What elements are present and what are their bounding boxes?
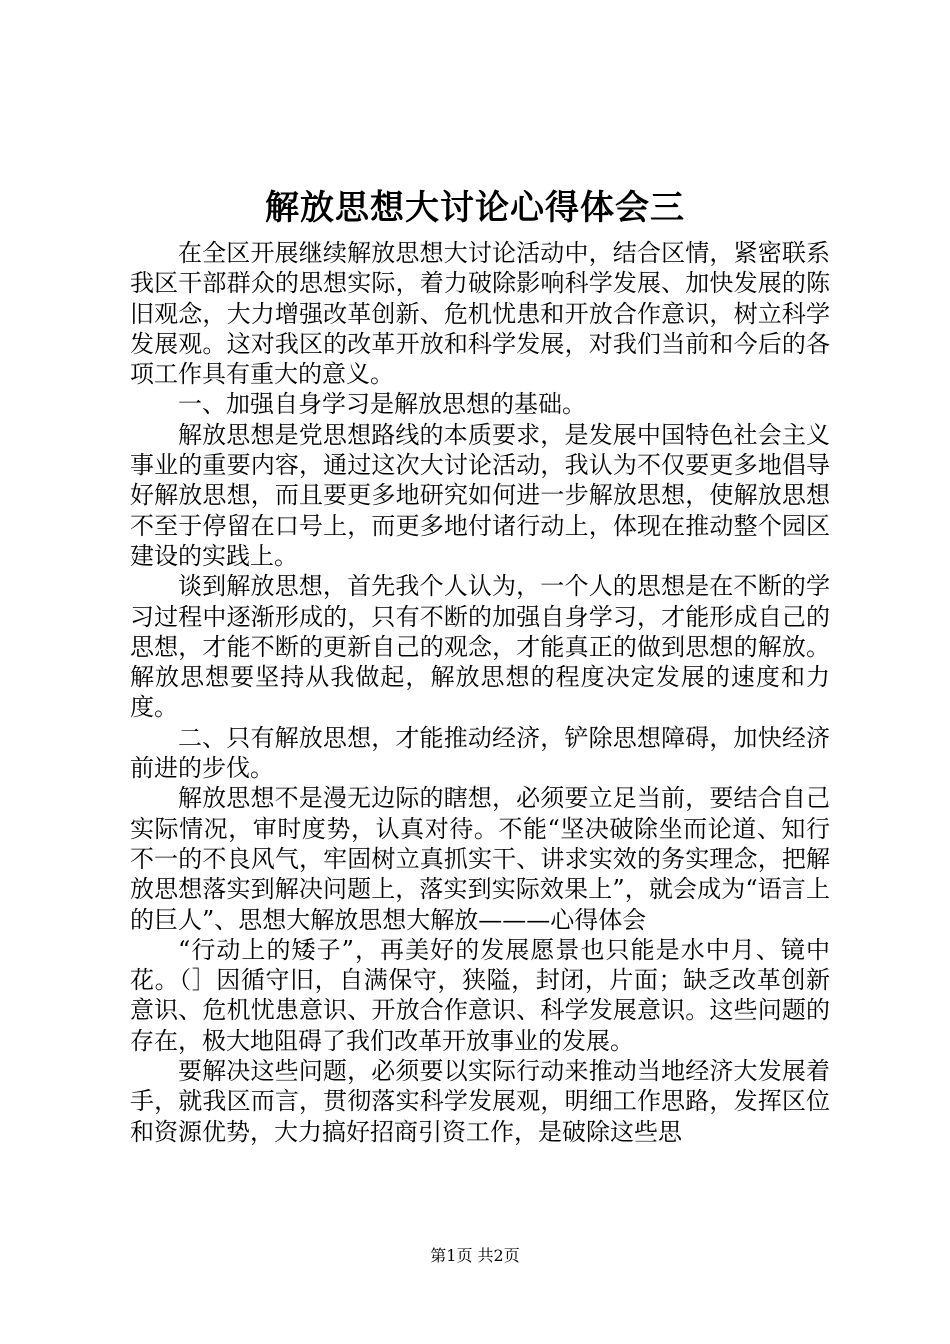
paragraph: 谈到解放思想，首先我个人认为，一个人的思想是在不断的学习过程中逐渐形成的，只有不断的加强自身学习，才能形成自己的思想，才能不断的更新自己的观念，才能真正的做到思想的解放。解放思想要坚持从我做起，解放思想的程度决定发展的速度和力度。 [130,572,830,722]
paragraph: “行动上的矮子”，再美好的发展愿景也只能是水中月、镜中花。（］因循守旧，自满保守，狭隘，封闭，片面；缺乏改革创新意识、危机忧患意识、开放合作意识、科学发展意识。这些问题的存在，极大地阻碍了我们改革开放事业的发展。 [130,935,830,1055]
page-title: 解放思想大讨论心得体会三 [265,188,685,228]
document-body [130,238,830,1147]
page-number-footer: 第1页 共2页 [430,1246,520,1265]
section-heading-one: 一、加强自身学习是解放思想的基础。 [178,390,586,419]
paragraph: 解放思想不是漫无边际的瞎想，必须要立足当前，要结合自己实际情况，审时度势，认真对待。不能“坚决破除坐而论道、知行不一的不良风气，牢固树立真抓实干、讲求实效的务实理念，把解放思想落实到解决问题上，落实到实际效果上”，就会成为“语言上的巨人”、思想大解放思想大解放———心得体会 [130,784,830,934]
section-heading-two: 二、只有解放思想，才能推动经济，铲除思想障碍，加快经济前进的步伐。 [130,723,830,783]
paragraph-intro: 在全区开展继续解放思想大讨论活动中，结合区情，紧密联系我区干部群众的思想实际，着力破除影响科学发展、加快发展的陈旧观念，大力增强改革创新、危机忧患和开放合作意识，树立科学发展观。这对我区的改革开放和科学发展，对我们当前和今后的各项工作具有重大的意义。 [130,239,830,389]
paragraph: 解放思想是党思想路线的本质要求，是发展中国特色社会主义事业的重要内容，通过这次大讨论活动，我认为不仅要更多地倡导好解放思想，而且要更多地研究如何进一步解放思想，使解放思想不至于停留在口号上，而更多地付诸行动上，体现在推动整个园区建设的实践上。 [130,420,830,570]
paragraph: 要解决这些问题，必须要以实际行动来推动当地经济大发展着手，就我区而言，贯彻落实科学发展观，明细工作思路，发挥区位和资源优势，大力搞好招商引资工作，是破除这些思 [130,1057,830,1146]
